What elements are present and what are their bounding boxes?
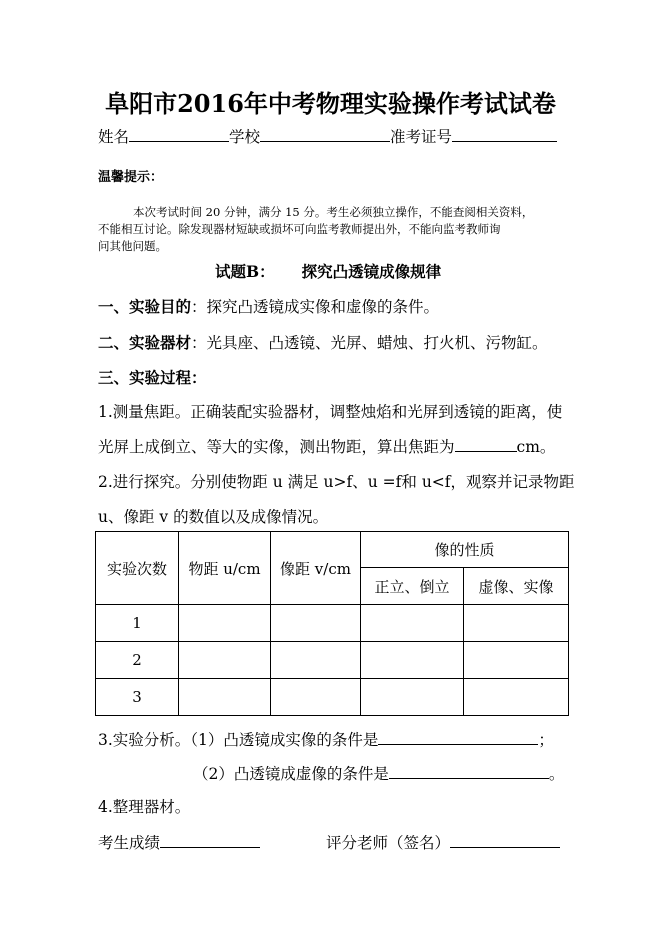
header-u: 物距 u/cm (179, 532, 271, 605)
test-heading: 试题B： 探究凸透镜成像规律 (215, 262, 442, 281)
header-orientation: 正立、倒立 (361, 568, 464, 605)
table-row: 2 (96, 642, 569, 679)
step-2-cont: u、像距 v 的数值以及成像情况。 (98, 508, 329, 526)
score-field: 考生成绩 (98, 831, 260, 853)
results-table (95, 531, 569, 716)
purpose: 一、实验目的：探究凸透镜成实像和虚像的条件。 (98, 297, 440, 316)
page-title: 阜阳市2016年中考物理实验操作考试试卷 (105, 89, 556, 118)
name-field: 姓名 学校 准考证号 (98, 125, 557, 147)
step-2: 2.进行探究。分别使物距 u 满足 u>f、u =f和 u<f，观察并记录物距 (98, 473, 575, 491)
table-row: 3 (96, 679, 569, 716)
grader-field: 评分老师（签名） (326, 831, 560, 853)
table-row: 1 (96, 605, 569, 642)
step-1: 1.测量焦距。正确装配实验器材，调整烛焰和光屏到透镜的距离，使 (98, 403, 563, 421)
process-heading: 三、实验过程： (98, 368, 207, 387)
tips-line: 本次考试时间 20 分钟，满分 15 分。考生必须独立操作，不能查阅相关资料， (133, 205, 534, 219)
tips-heading: 温馨提示： (98, 170, 164, 185)
header-v: 像距 v/cm (271, 532, 361, 605)
tips-line: 不能相互讨论。除发现器材短缺或损坏可向监考教师提出外，不能向监考教师询 (98, 222, 501, 236)
step-3-2: （2）凸透镜成虚像的条件是 。 (193, 765, 565, 783)
equipment: 二、实验器材：光具座、凸透镜、光屏、蜡烛、打火机、污物缸。 (98, 333, 548, 352)
step-3: 3.实验分析。（1）凸透镜成实像的条件是 ； (98, 731, 554, 749)
step-1-cont: 光屏上成倒立、等大的实像，测出物距，算出焦距为 cm。 (98, 438, 556, 456)
tips-line: 问其他问题。 (98, 239, 167, 253)
header-count: 实验次数 (96, 532, 179, 605)
header-type: 虚像、实像 (464, 568, 569, 605)
header-nature: 像的性质 (361, 532, 569, 568)
step-4: 4.整理器材。 (98, 798, 191, 816)
